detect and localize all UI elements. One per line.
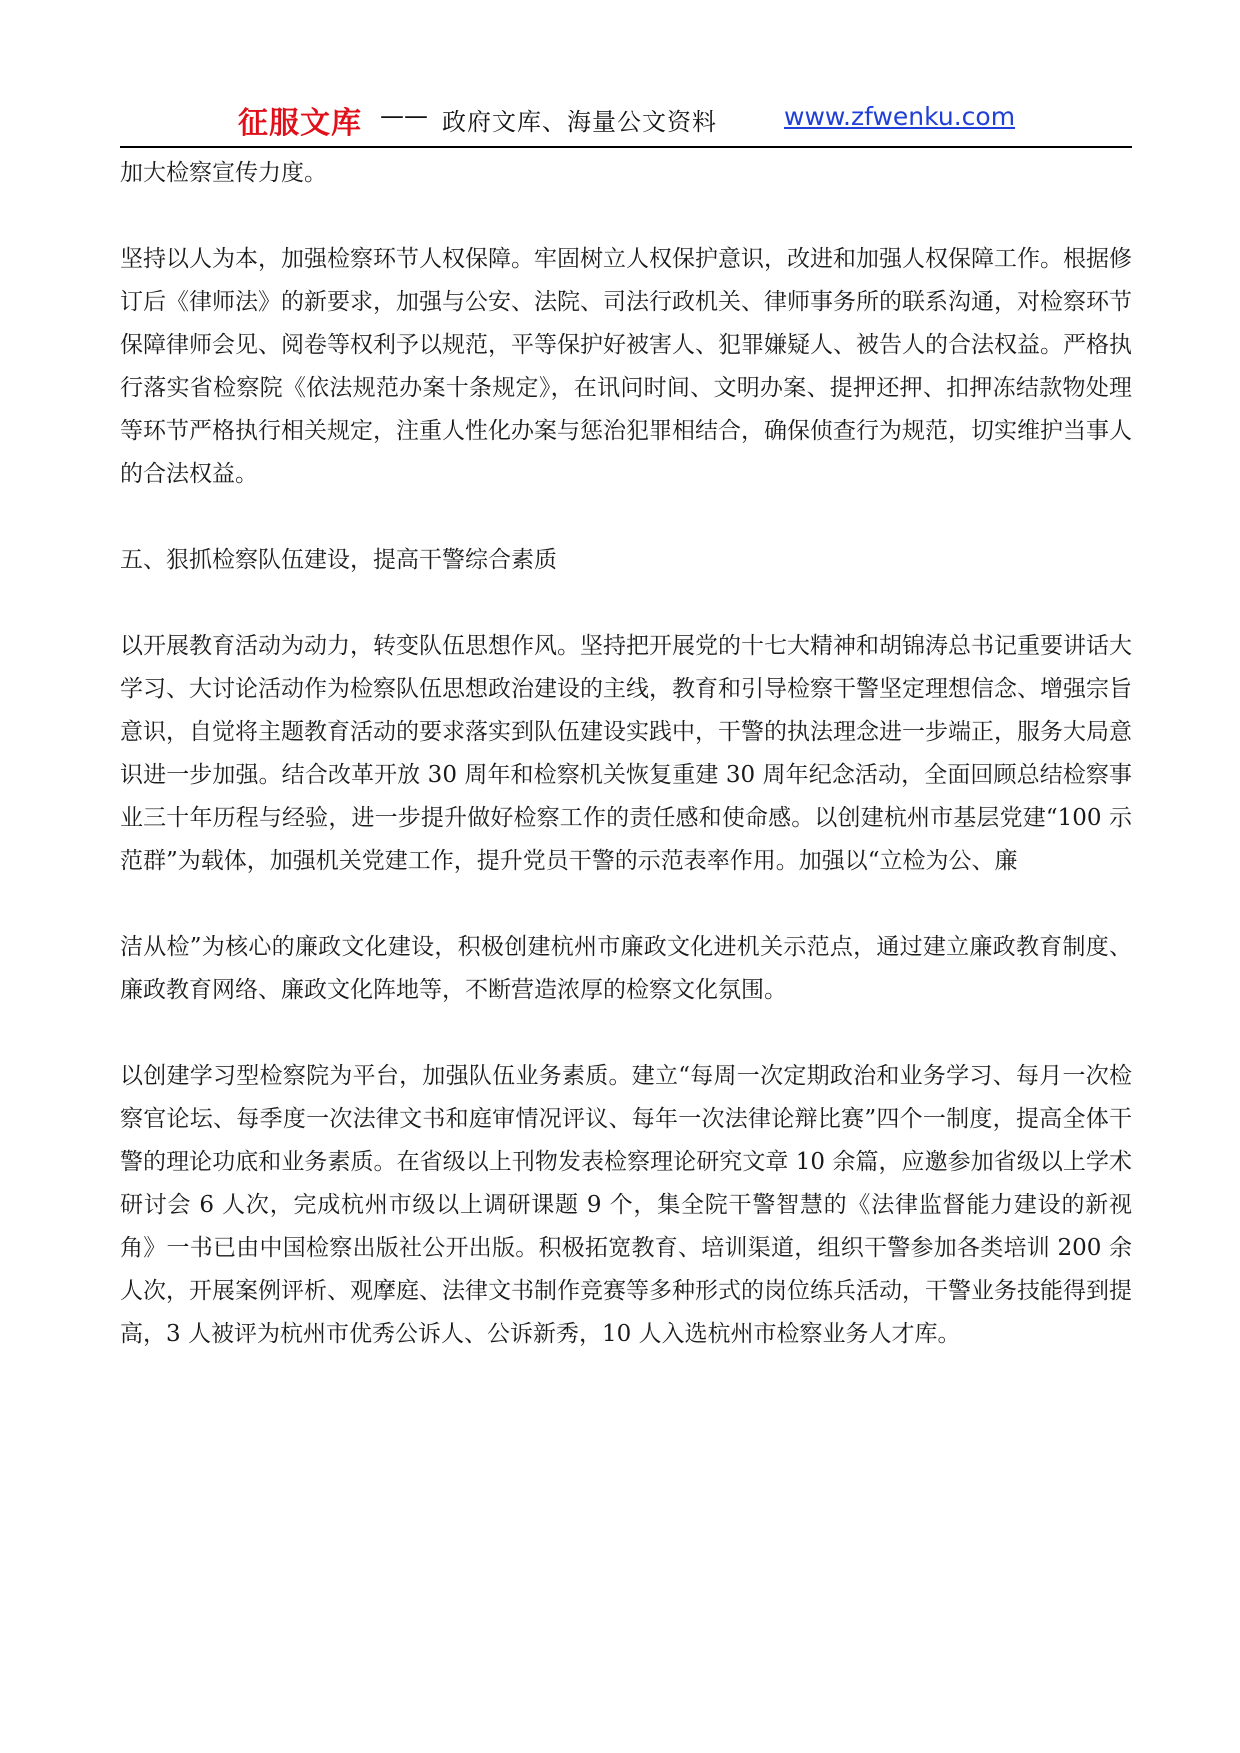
paragraph-3: 以开展教育活动为动力，转变队伍思想作风。坚持把开展党的十七大精神和胡锦涛总书记重要讲话大学习、大讨论活动作为检察队伍思想政治建设的主线，教育和引导检察干警坚定理想信念、增强宗旨意识，自觉将主题教育活动的要求落实到队伍建设实践中，干警的执法理念进一步端正，服务大局意识进一步加强。结合改革开放 30 周年和检察机关恢复重建 30 周年纪念活动，全面回顾总结检察事业三十年历程与经验，进一步提升做好检察工作的责任感和使命感。以创建杭州市基层党建“100 示范群”为载体，加强机关党建工作，提升党员干警的示范表率作用。加强以“立检为公、廉 — [120, 633, 1132, 874]
section-heading-5: 五、狠抓检察队伍建设，提高干警综合素质 — [120, 547, 557, 573]
spacer — [120, 582, 1132, 625]
spacer — [120, 195, 1132, 238]
paragraph-4: 洁从检”为核心的廉政文化建设，积极创建杭州市廉政文化进机关示范点，通过建立廉政教育制度、廉政教育网络、廉政文化阵地等，不断营造浓厚的检察文化氛围。 — [120, 934, 1132, 1003]
spacer — [120, 883, 1132, 926]
document-body — [120, 152, 1132, 1356]
brand-logo-text: 征服文库 — [238, 106, 362, 141]
header-tagline: 政府文库、海量公文资料 — [442, 108, 717, 136]
page-header — [120, 88, 1132, 148]
spacer — [120, 496, 1132, 539]
paragraph-5: 以创建学习型检察院为平台，加强队伍业务素质。建立“每周一次定期政治和业务学习、每月一次检察官论坛、每季度一次法律文书和庭审情况评议、每年一次法律论辩比赛”四个一制度，提高全体干警的理论功底和业务素质。在省级以上刊物发表检察理论研究文章 10 余篇，应邀参加省级以上学术研讨会 6 人次，完成杭州市级以上调研课题 9 个，集全院干警智慧的《法律监督能力建设的新视角》一书已由中国检察出版社公开出版。积极拓宽教育、培训渠道，组织干警参加各类培训 200 余人次，开展案例评析、观摩庭、法律文书制作竞赛等多种形式的岗位练兵活动，干警业务技能得到提高，3 人被评为杭州市优秀公诉人、公诉新秀，10 人入选杭州市检察业务人才库。 — [120, 1063, 1132, 1347]
paragraph-2: 坚持以人为本，加强检察环节人权保障。牢固树立人权保护意识，改进和加强人权保障工作。根据修订后《律师法》的新要求，加强与公安、法院、司法行政机关、律师事务所的联系沟通，对检察环节保障律师会见、阅卷等权利予以规范，平等保护好被害人、犯罪嫌疑人、被告人的合法权益。严格执行落实省检察院《依法规范办案十条规定》，在讯问时间、文明办案、提押还押、扣押冻结款物处理等环节严格执行相关规定，注重人性化办案与惩治犯罪相结合，确保侦查行为规范，切实维护当事人的合法权益。 — [120, 246, 1132, 487]
spacer — [120, 1012, 1132, 1055]
site-url-link[interactable]: www.zfwenku.com — [784, 102, 1016, 131]
paragraph-1: 加大检察宣传力度。 — [120, 160, 327, 186]
header-dash: —— — [380, 102, 428, 130]
